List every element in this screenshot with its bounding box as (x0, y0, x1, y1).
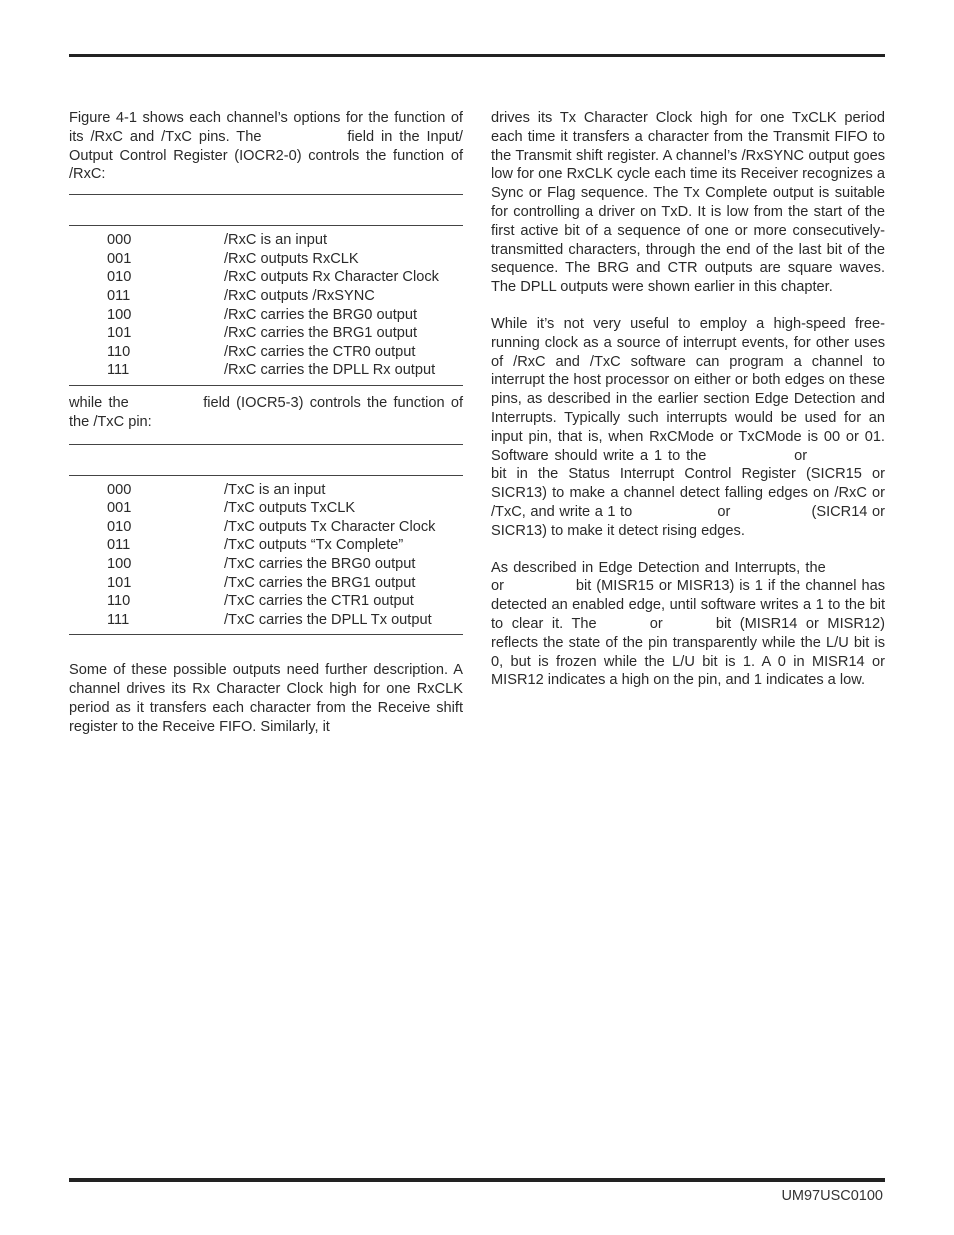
txc-mode-code: 001 (107, 500, 132, 517)
rxc-mode-code: 111 (107, 362, 130, 379)
rxc-table-body (69, 226, 463, 386)
rxc-table-row (69, 287, 463, 306)
rxc-table-row (69, 361, 463, 380)
rxc-mode-table (69, 194, 463, 386)
outputs-paragraph: Some of these possible outputs need further description. A channel drives its Rx Character Clock high for one RxCLK period as it transfers each character from the Receive shift register to the Receive FIFO. Similarly, it (69, 662, 463, 735)
intro-paragraph (69, 109, 463, 184)
txc-mode-description: /TxC carries the BRG0 output (224, 555, 416, 572)
footer-rule (69, 1178, 885, 1182)
rxc-table-row (69, 343, 463, 362)
rxc-mode-description: /RxC carries the DPLL Rx output (224, 362, 436, 379)
txc-mode-description: /TxC outputs “Tx Complete” (224, 537, 404, 554)
txc-mode-description: /TxC carries the DPLL Tx output (224, 611, 432, 628)
p3-text-e: bit (MISR14 or MISR12) reflects the state of the pin transparently while the L/U bit is 0, but is frozen while the L/U bit is 1. A 0 in MISR14 or MISR12 indicates a high on the pin, and 1 indicates a low. (491, 615, 885, 689)
right-column (491, 109, 885, 690)
rxc-mode-description: /RxC is an input (224, 232, 328, 249)
rxc-table-row (69, 324, 463, 343)
document-id: UM97USC0100 (781, 1188, 883, 1204)
rxc-mode-description: /RxC carries the BRG1 output (224, 325, 418, 342)
rxc-mode-code: 011 (107, 287, 131, 304)
tx-clock-paragraph: drives its Tx Character Clock high for one TxCLK period each time it transfers a character from the Transmit FIFO to the Transmit shift register. A channel’s /RxSYNC output goes low for one RxCLK cycle each time its Receiver recognizes a Sync or Flag sequence. The Tx Complete output is suitable for controlling a driver on TxD. It is low from the start of the first active bit of a sequence of one or more consecutively-transmitted characters, through the end of the last bit of the sequence. The BRG and CTR outputs are square waves. The DPLL outputs were shown earlier in this chapter. (491, 110, 885, 296)
rxc-mode-code: 000 (107, 232, 132, 249)
p2-text-c: bit in the Status Interrupt Control Register (SICR15 or SICR13) to make a channel detect falling edges on /RxC or /TxC, and write a 1 to (491, 466, 885, 520)
rxc-mode-code: 100 (107, 306, 132, 323)
txc-mode-description: /TxC carries the CTR1 output (224, 593, 414, 610)
p2-text-d: or (717, 503, 731, 520)
p3-text-c: bit (MISR15 or MISR13) is 1 if the channel has detected an enabled edge, until software writes a 1 to the bit to clear it. The (491, 578, 885, 632)
txc-mode-code: 100 (107, 555, 132, 572)
misr-paragraph (491, 559, 885, 691)
while-text-b: field (IOCR5-3) controls the function of the /TxC pin: (69, 394, 463, 430)
txc-mode-code: 111 (107, 611, 130, 628)
txc-table-body (69, 476, 463, 636)
rxc-mode-description: /RxC outputs RxCLK (224, 250, 359, 267)
p3-text-b: or (491, 578, 504, 595)
txc-table-row (69, 481, 463, 500)
p2-text-a: While it’s not very useful to employ a high-speed free-running clock as a source of interrupt events, for other uses of /RxC and /TxC software can program a channel to interrupt the host processor on either or both edges on these pins, as described in the earlier section Edge Detection and Interrupts. Typically such interrupts would be used for an input pin, that is, when RxCMode or TxCMode is 00 or 01. Software should write a 1 to the (491, 315, 885, 464)
intro-text-b: field in the Input/ Output Control Register (IOCR2-0) controls the function of /RxC: (69, 128, 463, 183)
edge-interrupt-paragraph (491, 315, 885, 541)
txc-table-row (69, 518, 463, 537)
txc-table-row (69, 611, 463, 630)
rxc-table-row (69, 250, 463, 269)
txc-mode-code: 010 (107, 518, 132, 535)
left-column (69, 109, 463, 736)
rxc-mode-code: 101 (107, 325, 132, 342)
rxc-mode-description: /RxC outputs Rx Character Clock (224, 269, 439, 286)
rxc-mode-code: 110 (107, 343, 131, 360)
while-text-a: while the (69, 394, 129, 411)
rxc-table-row (69, 231, 463, 250)
txc-table-row (69, 574, 463, 593)
txc-table-row (69, 592, 463, 611)
txc-mode-description: /TxC is an input (224, 481, 326, 498)
rxc-mode-description: /RxC carries the BRG0 output (224, 306, 418, 323)
rxc-table-row (69, 268, 463, 287)
p2-text-e: (SICR14 or SICR13) to make it detect rising edges. (491, 503, 885, 539)
rxc-table-header (69, 194, 463, 226)
rxc-mode-description: /RxC outputs /RxSYNC (224, 287, 375, 304)
rxc-table-row (69, 306, 463, 325)
txc-mode-description: /TxC carries the BRG1 output (224, 574, 416, 591)
txc-mode-description: /TxC outputs Tx Character Clock (224, 518, 436, 535)
txc-mode-code: 110 (107, 593, 131, 610)
txc-table-header (69, 444, 463, 476)
txc-mode-description: /TxC outputs TxCLK (224, 500, 356, 517)
txc-table-row (69, 555, 463, 574)
txc-mode-table (69, 444, 463, 636)
txc-mode-code: 000 (107, 481, 132, 498)
txc-intro-paragraph (69, 394, 463, 432)
p3-text-a: As described in Edge Detection and Interrupts, the (491, 559, 826, 576)
intro-text-a: Figure 4-1 shows each channel’s options for the function of its /RxC and /TxC pins. The (69, 110, 463, 145)
header-rule (69, 54, 885, 57)
txc-table-row (69, 536, 463, 555)
txc-mode-code: 101 (107, 574, 132, 591)
rxc-mode-description: /RxC carries the CTR0 output (224, 343, 416, 360)
rxc-mode-code: 010 (107, 269, 132, 286)
p3-text-d: or (649, 615, 663, 632)
txc-mode-code: 011 (107, 537, 131, 554)
rxc-mode-code: 001 (107, 250, 132, 267)
p2-text-b: or (794, 447, 808, 464)
txc-table-row (69, 499, 463, 518)
